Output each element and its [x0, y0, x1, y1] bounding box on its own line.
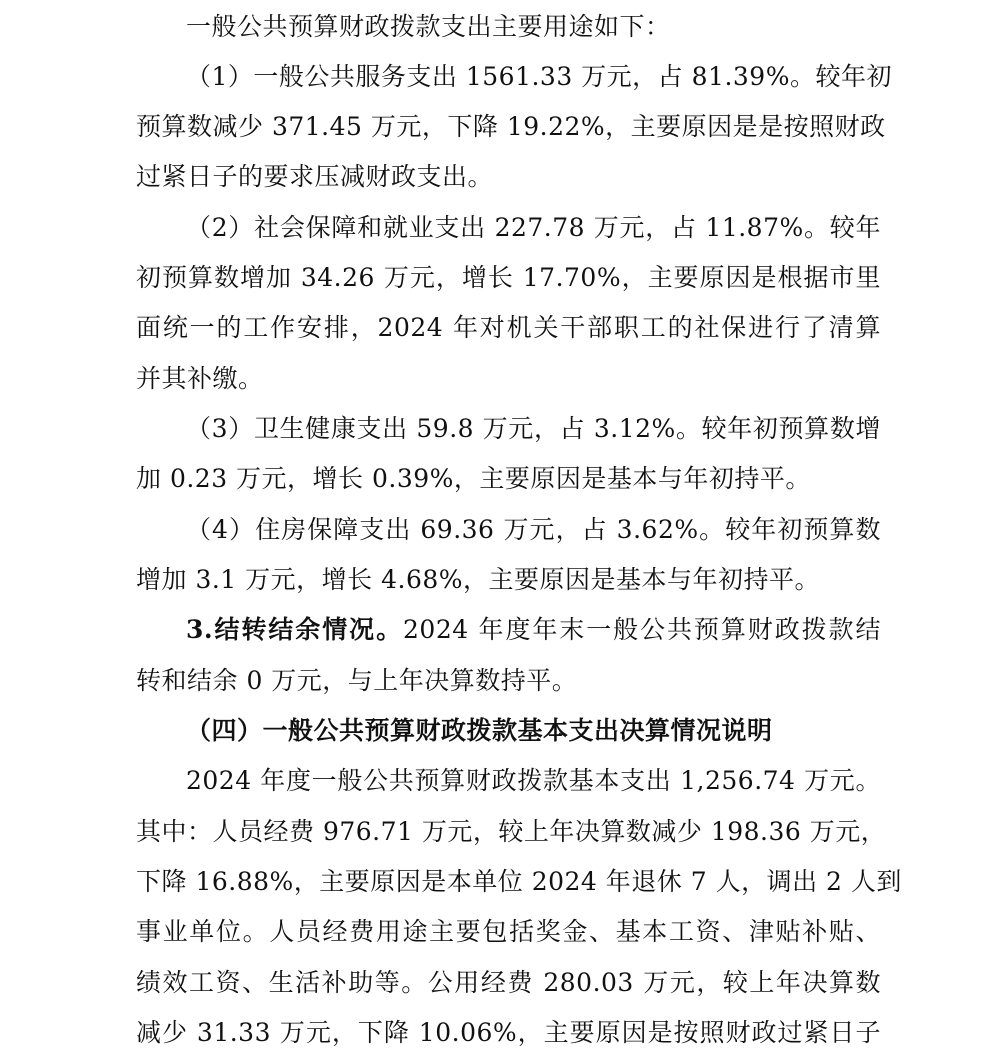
paragraph-line: 下降 16.88%，主要原因是本单位 2024 年退休 7 人，调出 2 人到: [136, 867, 902, 896]
section-heading: （四）一般公共预算财政拨款基本支出决算情况说明: [186, 716, 773, 745]
paragraph-text: 2024 年度年末一般公共预算财政拨款结: [403, 615, 881, 644]
paragraph-line: 过紧日子的要求压减财政支出。: [136, 162, 494, 191]
section-lead-bold: 3.结转结余情况。: [186, 615, 404, 644]
paragraph-line: 增加 3.1 万元，增长 4.68%，主要原因是基本与年初持平。: [136, 565, 821, 594]
paragraph-line: 加 0.23 万元，增长 0.39%，主要原因是基本与年初持平。: [136, 464, 811, 493]
paragraph-line: （4）住房保障支出 69.36 万元，占 3.62%。较年初预算数: [186, 515, 881, 544]
paragraph-line: 一般公共预算财政拨款支出主要用途如下：: [186, 12, 671, 41]
paragraph-line: 面统一的工作安排，2024 年对机关干部职工的社保进行了清算: [136, 313, 881, 342]
paragraph-line: 转和结余 0 万元，与上年决算数持平。: [136, 666, 578, 695]
paragraph-line: （1）一般公共服务支出 1561.33 万元，占 81.39%。较年初: [186, 62, 892, 91]
paragraph-line: 事业单位。人员经费用途主要包括奖金、基本工资、津贴补贴、: [136, 917, 881, 946]
paragraph-line: 初预算数增加 34.26 万元，增长 17.70%，主要原因是根据市里: [136, 263, 881, 292]
paragraph-line: 其中：人员经费 976.71 万元，较上年决算数减少 198.36 万元，: [136, 817, 887, 846]
paragraph-line: （2）社会保障和就业支出 227.78 万元，占 11.87%。较年: [186, 213, 881, 242]
paragraph-line: 并其补缴。: [136, 364, 264, 393]
paragraph-line: 减少 31.33 万元，下降 10.06%，主要原因是按照财政过紧日子: [136, 1018, 881, 1047]
paragraph-line-with-bold-lead: [186, 612, 881, 648]
paragraph-line: 2024 年度一般公共预算财政拨款基本支出 1,256.74 万元。: [186, 766, 881, 795]
paragraph-line: （3）卫生健康支出 59.8 万元，占 3.12%。较年初预算数增: [186, 414, 881, 443]
paragraph-line: 绩效工资、生活补助等。公用经费 280.03 万元，较上年决算数: [136, 968, 881, 997]
paragraph-line: 预算数减少 371.45 万元，下降 19.22%，主要原因是是按照财政: [136, 112, 886, 141]
